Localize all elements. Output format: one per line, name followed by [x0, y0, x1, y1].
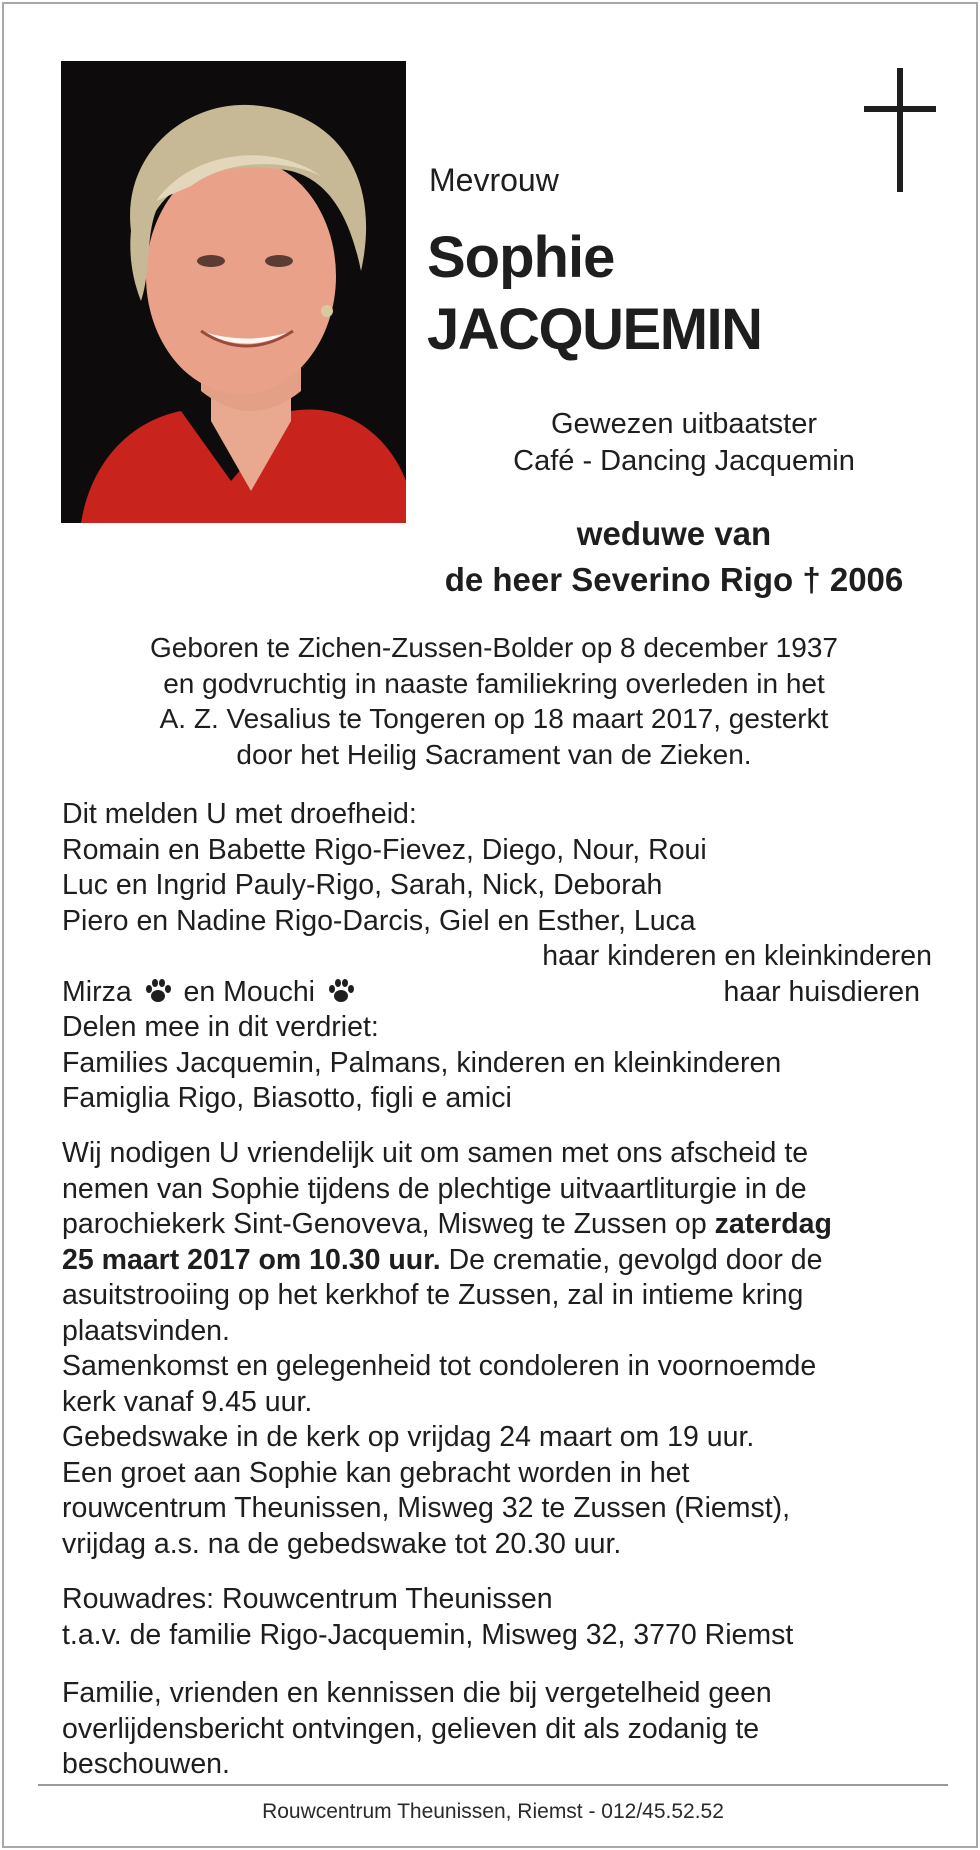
- birth-death-line: en godvruchtig in naaste familiekring overleden in het: [163, 667, 825, 699]
- occupation: [434, 406, 934, 480]
- paw-icon: [327, 978, 355, 1004]
- family-children-line: Piero en Nadine Rigo-Darcis, Giel en Esther, Luca: [62, 904, 696, 937]
- ceremony-line: rouwcentrum Theunissen, Misweg 32 te Zussen (Riemst),: [62, 1492, 791, 1524]
- notice-line: beschouwen.: [62, 1748, 230, 1780]
- ceremony-line: plaatsvinden.: [62, 1314, 230, 1347]
- ceremony-line: [62, 1243, 932, 1279]
- ceremony-line: Gebedswake in de kerk op vrijdag 24 maart om 19 uur.: [62, 1421, 755, 1453]
- ceremony-line: asuitstrooiing op het kerkhof te Zussen, zal in intieme kring: [62, 1279, 804, 1311]
- paw-icon: [144, 978, 172, 1004]
- family-children-line: Romain en Babette Rigo-Fievez, Diego, Nour, Roui: [62, 833, 707, 866]
- cross-icon: [864, 68, 936, 192]
- birth-death-block: [64, 630, 924, 772]
- family-children-line: Luc en Ingrid Pauly-Rigo, Sarah, Nick, Deborah: [62, 869, 663, 901]
- birth-death-line: Geboren te Zichen-Zussen-Bolder op 8 december 1937: [150, 632, 838, 663]
- ceremony-date-day: zaterdag: [714, 1208, 832, 1240]
- ceremony-line: [62, 1207, 932, 1243]
- share-intro: Delen mee in dit verdriet:: [62, 1011, 379, 1043]
- last-name: JACQUEMIN: [427, 297, 762, 362]
- ceremony-text: parochiekerk Sint-Genoveva, Misweg te Zussen op: [62, 1208, 715, 1240]
- obituary-card: [2, 2, 978, 1848]
- salutation: Mevrouw: [429, 162, 559, 198]
- notice-block: [62, 1676, 932, 1783]
- ceremony-line: Wij nodigen U vriendelijk uit om samen met ons afscheid te: [62, 1137, 809, 1169]
- footer-text: Rouwcentrum Theunissen, Riemst - 012/45.52.52: [262, 1800, 724, 1823]
- portrait-illustration: [61, 61, 406, 523]
- pets-line: [62, 975, 932, 1011]
- ceremony-block: [62, 1136, 932, 1562]
- ceremony-line: kerk vanaf 9.45 uur.: [62, 1385, 313, 1418]
- pet-name-mirza: Mirza: [62, 975, 132, 1008]
- ceremony-date-time: 25 maart 2017 om 10.30 uur.: [62, 1243, 441, 1276]
- family-block: [62, 797, 932, 1117]
- occupation-line: Café - Dancing Jacquemin: [513, 445, 855, 477]
- address-line: Rouwadres: Rouwcentrum Theunissen: [62, 1583, 553, 1615]
- first-name: Sophie: [427, 225, 615, 290]
- birth-death-line: door het Heilig Sacrament van de Zieken.: [236, 738, 752, 770]
- ceremony-line: Samenkomst en gelegenheid tot condoleren in voornoemde: [62, 1350, 817, 1382]
- ceremony-line: vrijdag a.s. na de gebedswake tot 20.30 uur.: [62, 1527, 622, 1560]
- spouse-line: weduwe van: [576, 515, 772, 552]
- spouse-line: de heer Severino Rigo † 2006: [444, 561, 904, 598]
- children-label: haar kinderen en kleinkinderen: [542, 940, 932, 972]
- birth-death-line: A. Z. Vesalius te Tongeren op 18 maart 2017, gesterkt: [159, 703, 829, 734]
- pet-name-mouchi: en Mouchi: [183, 975, 316, 1008]
- ceremony-line: Een groet aan Sophie kan gebracht worden in het: [62, 1456, 690, 1489]
- family-others-line: Families Jacquemin, Palmans, kinderen en kleinkinderen: [62, 1046, 782, 1079]
- family-others-line: Famiglia Rigo, Biasotto, figli e amici: [62, 1082, 512, 1114]
- notice-line: Familie, vrienden en kennissen die bij vergetelheid geen: [62, 1677, 772, 1709]
- spouse-block: [394, 511, 954, 603]
- pets-label: haar huisdieren: [723, 975, 920, 1008]
- portrait-photo: [61, 61, 406, 523]
- notice-line: overlijdensbericht ontvingen, gelieven dit als zodanig te: [62, 1712, 760, 1745]
- ceremony-line: nemen van Sophie tijdens de plechtige uitvaartliturgie in de: [62, 1172, 807, 1205]
- address-block: [62, 1582, 932, 1653]
- children-label-line: [62, 939, 932, 975]
- occupation-line: Gewezen uitbaatster: [551, 408, 817, 440]
- ceremony-text: De crematie, gevolgd door de: [440, 1243, 823, 1276]
- address-line: t.a.v. de familie Rigo-Jacquemin, Misweg 32, 3770 Riemst: [62, 1618, 794, 1651]
- family-intro: Dit melden U met droefheid:: [62, 798, 417, 830]
- footer-divider: [38, 1784, 948, 1786]
